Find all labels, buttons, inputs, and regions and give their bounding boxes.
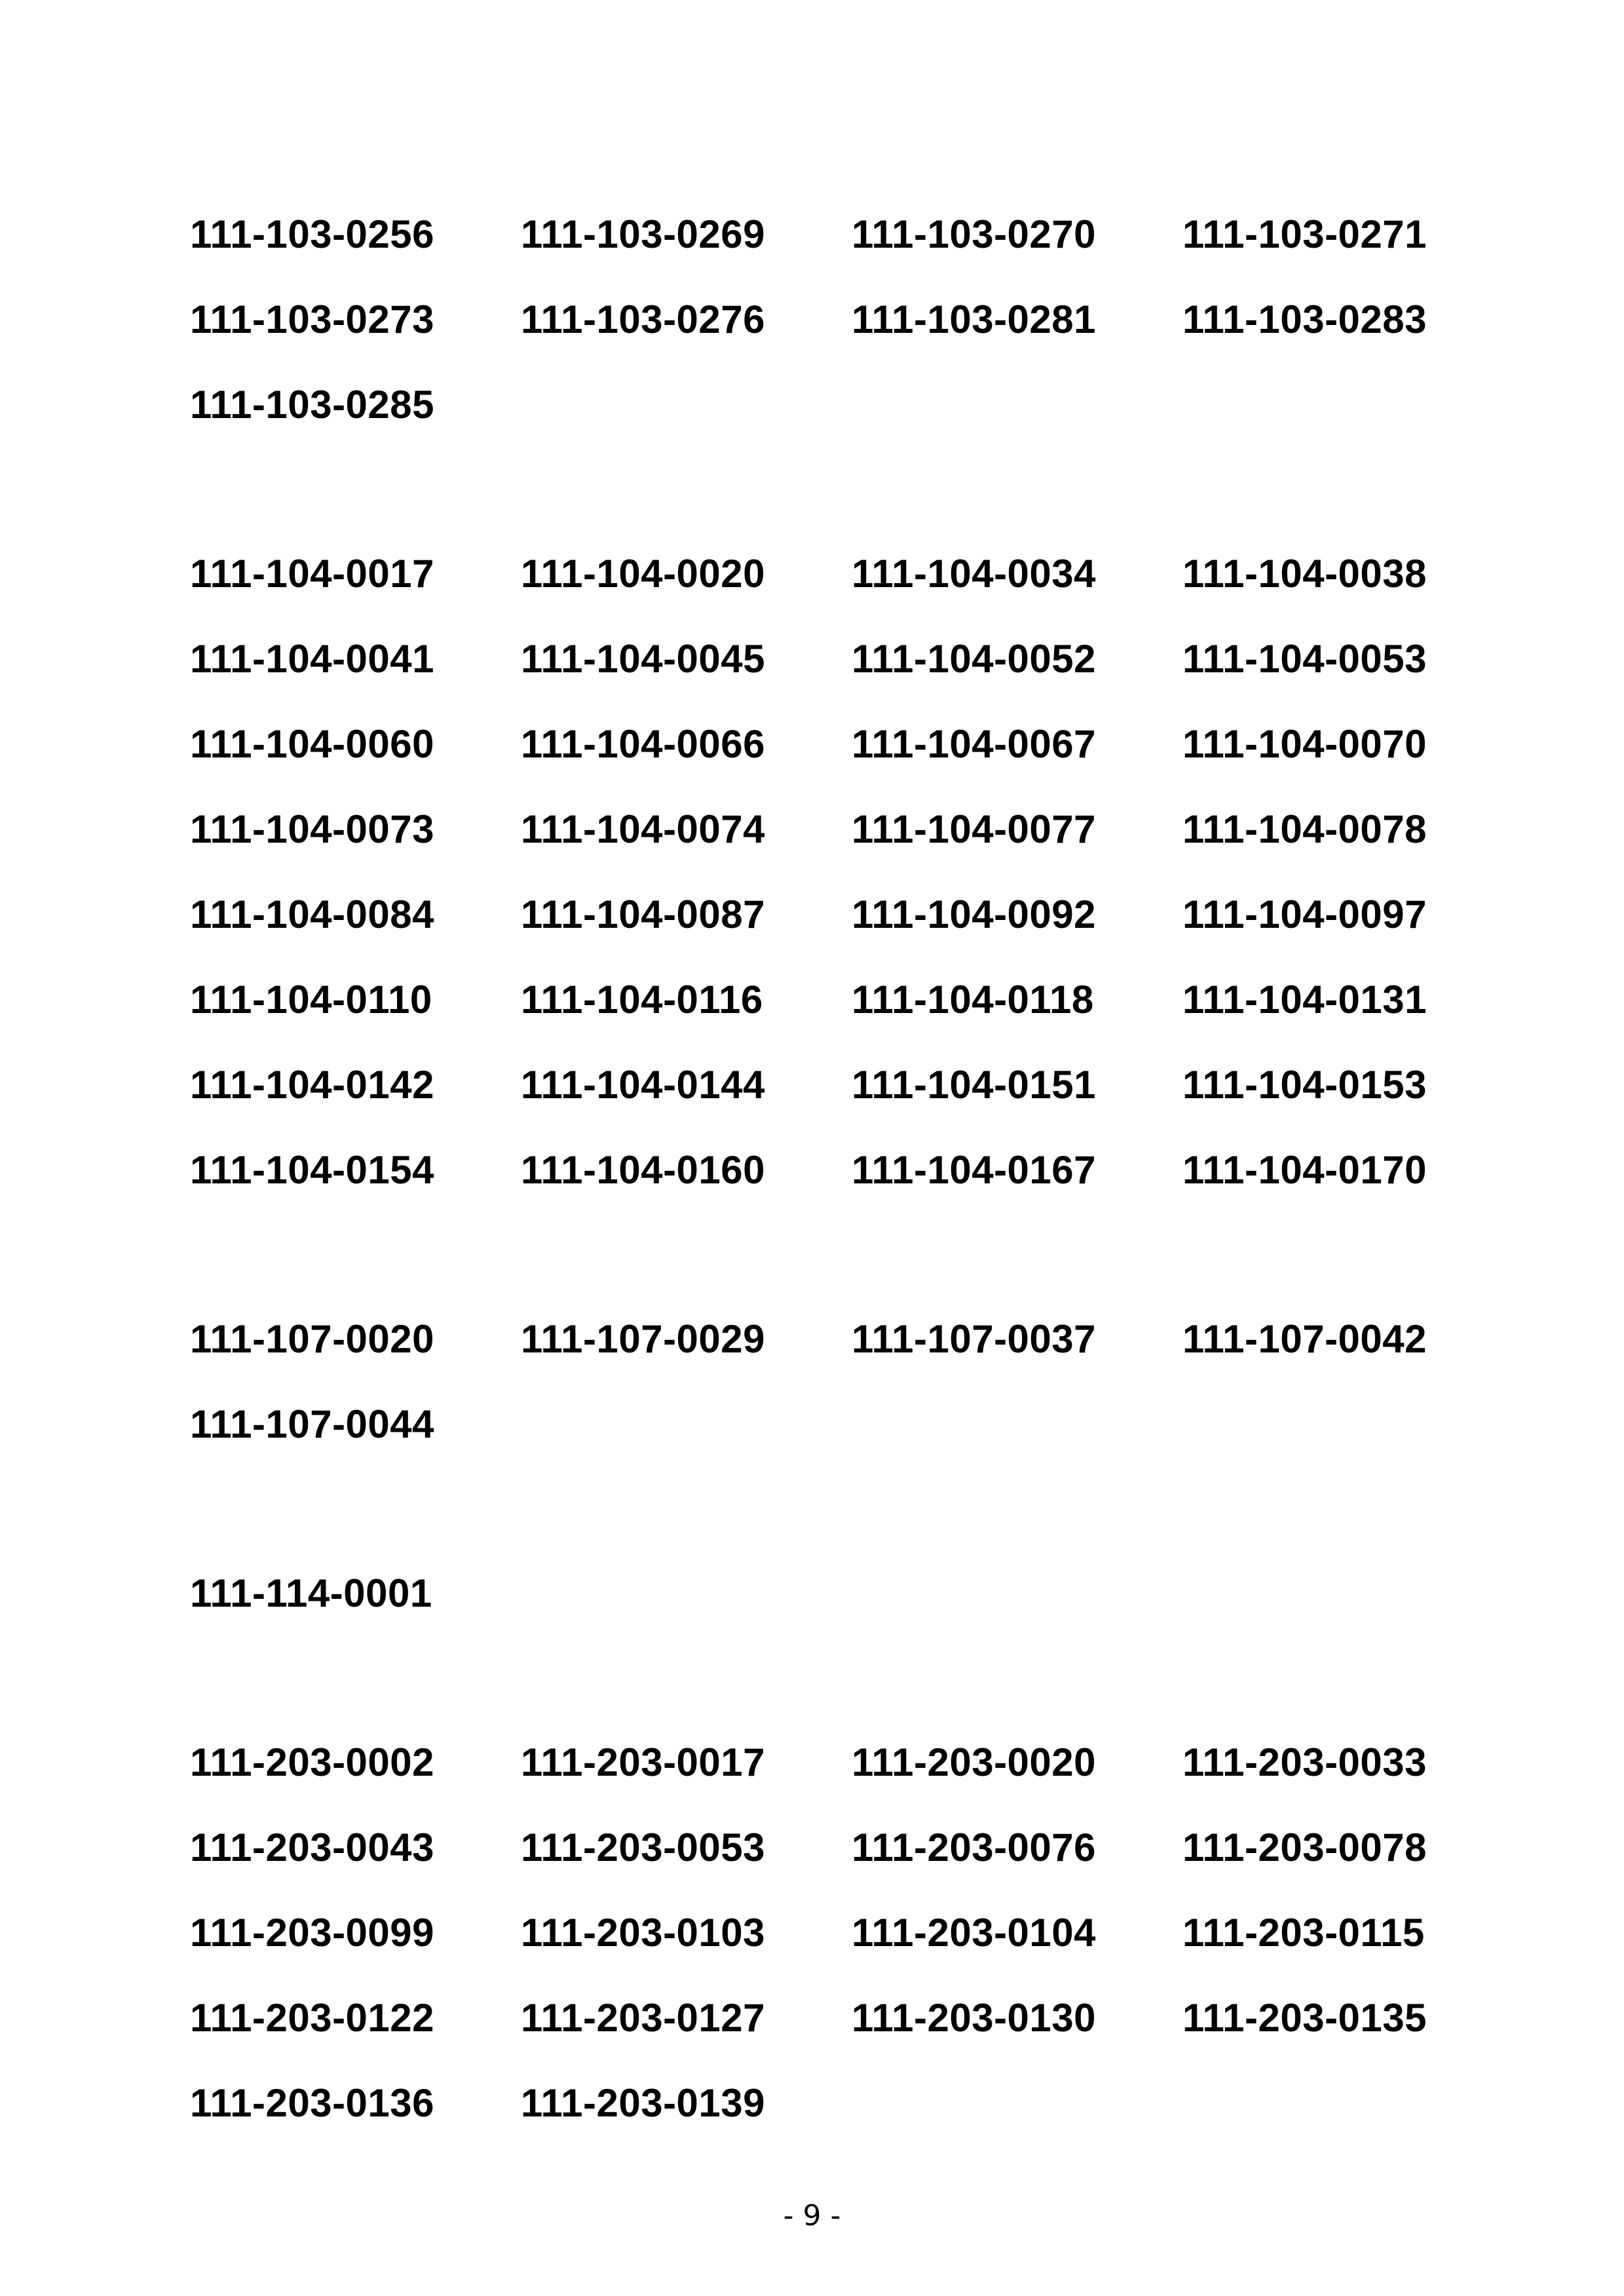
code-entry: 111-203-0127	[521, 1996, 766, 2040]
code-entry: 111-103-0271	[1182, 212, 1427, 256]
code-entry: 111-103-0285	[190, 383, 435, 427]
code-entry: 111-104-0110	[190, 978, 432, 1022]
code-grid	[190, 548, 1500, 1229]
code-group	[190, 1313, 1500, 1483]
code-entry: 111-104-0038	[1182, 552, 1427, 596]
code-entry: 111-104-0070	[1182, 722, 1427, 766]
code-entry: 111-103-0273	[190, 297, 435, 341]
code-entry: 111-203-0002	[190, 1740, 435, 1784]
code-entry: 111-203-0020	[852, 1740, 1097, 1784]
code-entry: 111-104-0052	[852, 637, 1097, 681]
code-entry: 111-104-0053	[1182, 637, 1427, 681]
code-entry: 111-107-0029	[521, 1317, 766, 1361]
code-group	[190, 208, 1500, 464]
code-entry: 111-104-0131	[1182, 978, 1427, 1022]
code-entry: 111-203-0078	[1182, 1826, 1427, 1869]
code-entry: 111-104-0142	[190, 1063, 435, 1107]
code-entry: 111-104-0074	[521, 807, 766, 851]
code-entry: 111-203-0122	[190, 1996, 435, 2040]
code-entry: 111-104-0170	[1182, 1148, 1427, 1192]
code-entry: 111-203-0103	[521, 1911, 766, 1955]
code-entry: 111-203-0135	[1182, 1996, 1427, 2040]
code-entry: 111-203-0053	[521, 1826, 766, 1869]
code-entry: 111-104-0045	[521, 637, 766, 681]
code-group	[190, 548, 1500, 1229]
code-entry: 111-104-0097	[1182, 892, 1427, 936]
code-entry: 111-203-0136	[190, 2081, 435, 2125]
code-entry: 111-203-0017	[521, 1740, 766, 1784]
code-entry: 111-107-0037	[852, 1317, 1097, 1361]
code-entry: 111-203-0115	[1182, 1911, 1425, 1955]
code-entry: 111-104-0144	[521, 1063, 766, 1107]
code-grid	[190, 1313, 1500, 1483]
code-entry: 111-203-0139	[521, 2081, 766, 2125]
code-entry: 111-203-0033	[1182, 1740, 1427, 1784]
code-grid	[190, 1567, 1500, 1653]
code-entry: 111-104-0116	[521, 978, 763, 1022]
code-entry: 111-104-0154	[190, 1148, 435, 1192]
code-entry: 111-104-0151	[852, 1063, 1097, 1107]
code-entry: 111-203-0099	[190, 1911, 435, 1955]
code-groups	[190, 208, 1500, 2162]
code-group	[190, 1736, 1500, 2162]
code-entry: 111-104-0066	[521, 722, 766, 766]
code-entry: 111-104-0078	[1182, 807, 1427, 851]
code-entry: 111-203-0076	[852, 1826, 1097, 1869]
page-number: - 9 -	[783, 2199, 841, 2232]
code-entry: 111-104-0087	[521, 892, 766, 936]
code-entry: 111-104-0084	[190, 892, 435, 936]
code-entry: 111-104-0073	[190, 807, 435, 851]
code-entry: 111-103-0283	[1182, 297, 1427, 341]
code-entry: 111-107-0044	[190, 1402, 435, 1446]
code-entry: 111-104-0118	[852, 978, 1094, 1022]
code-entry: 111-203-0130	[852, 1996, 1097, 2040]
code-entry: 111-103-0276	[521, 297, 766, 341]
code-entry: 111-104-0060	[190, 722, 435, 766]
code-entry: 111-103-0270	[852, 212, 1097, 256]
code-entry: 111-104-0092	[852, 892, 1097, 936]
code-entry: 111-104-0041	[190, 637, 435, 681]
code-entry: 111-104-0153	[1182, 1063, 1427, 1107]
code-entry: 111-104-0067	[852, 722, 1097, 766]
code-grid	[190, 208, 1500, 464]
code-entry: 111-203-0043	[190, 1826, 435, 1869]
code-group	[190, 1567, 1500, 1653]
code-entry: 111-203-0104	[852, 1911, 1097, 1955]
code-entry: 111-103-0256	[190, 212, 435, 256]
code-entry: 111-107-0020	[190, 1317, 435, 1361]
code-entry: 111-104-0167	[852, 1148, 1097, 1192]
code-entry: 111-104-0020	[521, 552, 766, 596]
code-entry: 111-104-0160	[521, 1148, 766, 1192]
code-entry: 111-114-0001	[190, 1571, 432, 1615]
code-entry: 111-104-0034	[852, 552, 1097, 596]
code-entry: 111-104-0077	[852, 807, 1097, 851]
code-entry: 111-107-0042	[1182, 1317, 1427, 1361]
code-entry: 111-103-0281	[852, 297, 1097, 341]
code-grid	[190, 1736, 1500, 2162]
code-entry: 111-104-0017	[190, 552, 435, 596]
code-entry: 111-103-0269	[521, 212, 766, 256]
